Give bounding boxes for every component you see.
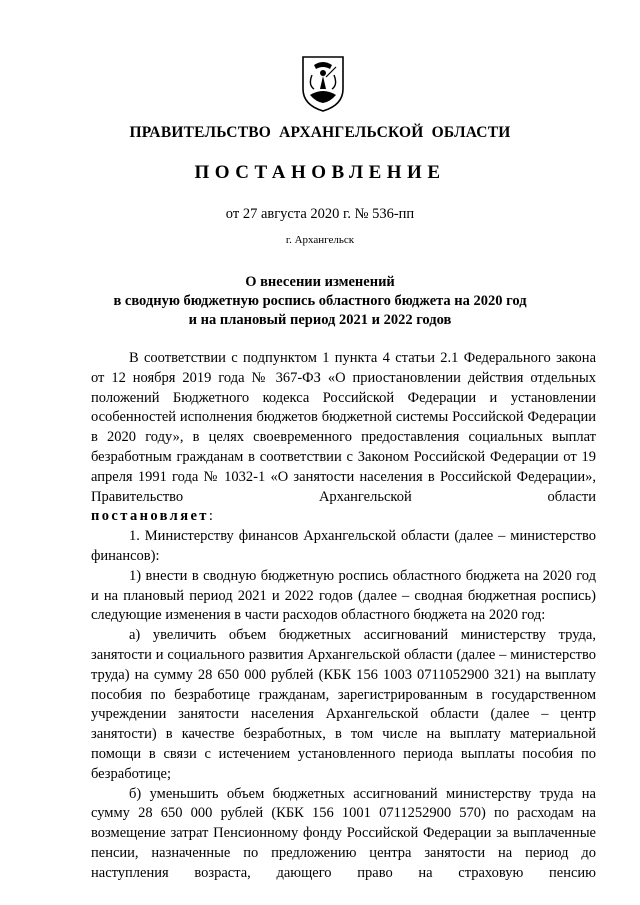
paragraph-item-1: 1. Министерству финансов Архангельской области (далее – министерство финансов): [91,528,596,564]
document-city: г. Архангельск [285,234,355,246]
coat-of-arms-emblem [300,55,346,113]
document-type: ПОСТАНОВЛЕНИЕ [194,162,446,183]
paragraph-item-1-1: 1) внести в сводную бюджетную роспись областного бюджета на 2020 год и на плановый период 2021 и 2022 годов (далее – сводная бюджетная роспись) следующие изменения в части расходов областного бюджета на 2020 год: [91,567,596,624]
paragraph-item-b: б) уменьшить объем бюджетных ассигнований министерству труда на сумму 28 650 000 рублей (КБК 156 1001 0711252900 570) по расходам на возмещение затрат Пенсионному фонду Российской Федерации за выплаченные пенсии, назначенные по предложению центра занятости на период до наступления возраста, дающего право на страховую пенсию [91,785,596,881]
title-line-2: в сводную бюджетную роспись областного бюджета на 2020 год [113,293,527,309]
title-line-3: и на плановый период 2021 и 2022 годов [188,312,452,328]
document-body [91,349,596,884]
government-name: ПРАВИТЕЛЬСТВО АРХАНГЕЛЬСКОЙ ОБЛАСТИ [129,124,511,141]
paragraph-item-a: а) увеличить объем бюджетных ассигнований министерству труда, занятости и социального развития Архангельской области (далее – министерство труда) на сумму 28 650 000 рублей (КБК 156 1003 0711052900 321) на выплату пособия по безработице гражданам, зарегистрированным в государственном учреждении занятости населения Архангельской области (далее – центр занятости) в качестве безработных, в том числе на выплату материальной помощи в связи с истечением установленного периода выплаты пособия по безработице; [91,627,596,782]
document-date-number: от 27 августа 2020 г. № 536-пп [225,206,415,222]
decrees-line [91,507,596,527]
decrees-word: постановляет [91,508,209,525]
title-line-1: О внесении изменений [245,274,395,290]
document-title [0,273,640,330]
decrees-colon: : [208,508,213,525]
preamble-paragraph: В соответствии с подпунктом 1 пункта 4 статьи 2.1 Федерального закона от 12 ноября 2019 года № 367-ФЗ «О приостановлении действия отдельных положений Бюджетного кодекса Российской Федерации и установлении особенностей исполнения бюджетов бюджетной системы Российской Федерации в 2020 году», в целях своевременного предоставления социальных выплат безработным гражданам в соответствии с Законом Российской Федерации от 19 апреля 1991 года № 1032-1 «О занятости населения в Российской Федерации», Правительство Архангельской области [91,350,596,505]
